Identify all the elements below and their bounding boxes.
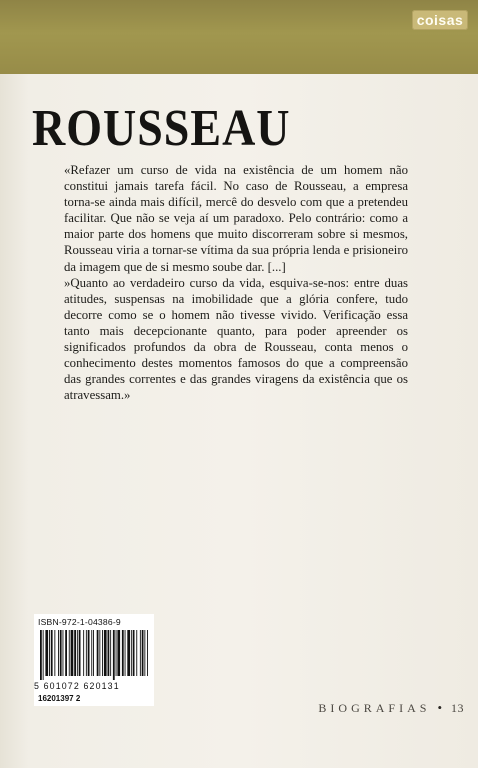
back-cover-quote [64, 162, 408, 403]
barcode-digits: 5 601072 620131 [34, 681, 120, 691]
book-title: ROUSSEAU [32, 99, 291, 157]
internal-code: 16201397 2 [38, 694, 81, 703]
barcode-block [34, 614, 154, 706]
publisher-logo: coisas [412, 10, 468, 30]
quote-paragraph-1: «Refazer um curso de vida na existência de um homem não constitui jamais tarefa fácil. No caso de Rousseau, a empresa torna-se ainda mais difícil, mercê do desvelo com que a pretendeu facilitar. Que não se veja aí um paradoxo. Pelo contrário: como a maior parte dos homens que muito discorreram sobre si mesmos, Rousseau viria a tornar-se vítima da sua própria lenda e prisioneiro da imagem que de si mesmo soube dar. [...] [64, 163, 408, 274]
series-number: 13 [451, 701, 464, 715]
isbn-label: ISBN-972-1-04386-9 [38, 617, 121, 627]
barcode-icon [40, 630, 148, 680]
series-label [318, 700, 464, 716]
top-color-band [0, 0, 478, 74]
series-name: BIOGRAFIAS [318, 701, 431, 715]
quote-paragraph-2: »Quanto ao verdadeiro curso da vida, esquiva-se-nos: entre duas atitudes, suspensas na imobilidade que a glória confere, tudo decorre como se o homem não tivesse vivido. Verificação essa tanto mais decepcionante quanto, para poder apreender os significados profundos da obra de Rousseau, conta menos o conhecimento destes momentos famosos do que a compreensão das grandes correntes e das grandes viragens da existência que os atravessam.» [64, 275, 408, 403]
series-separator: • [437, 700, 444, 715]
